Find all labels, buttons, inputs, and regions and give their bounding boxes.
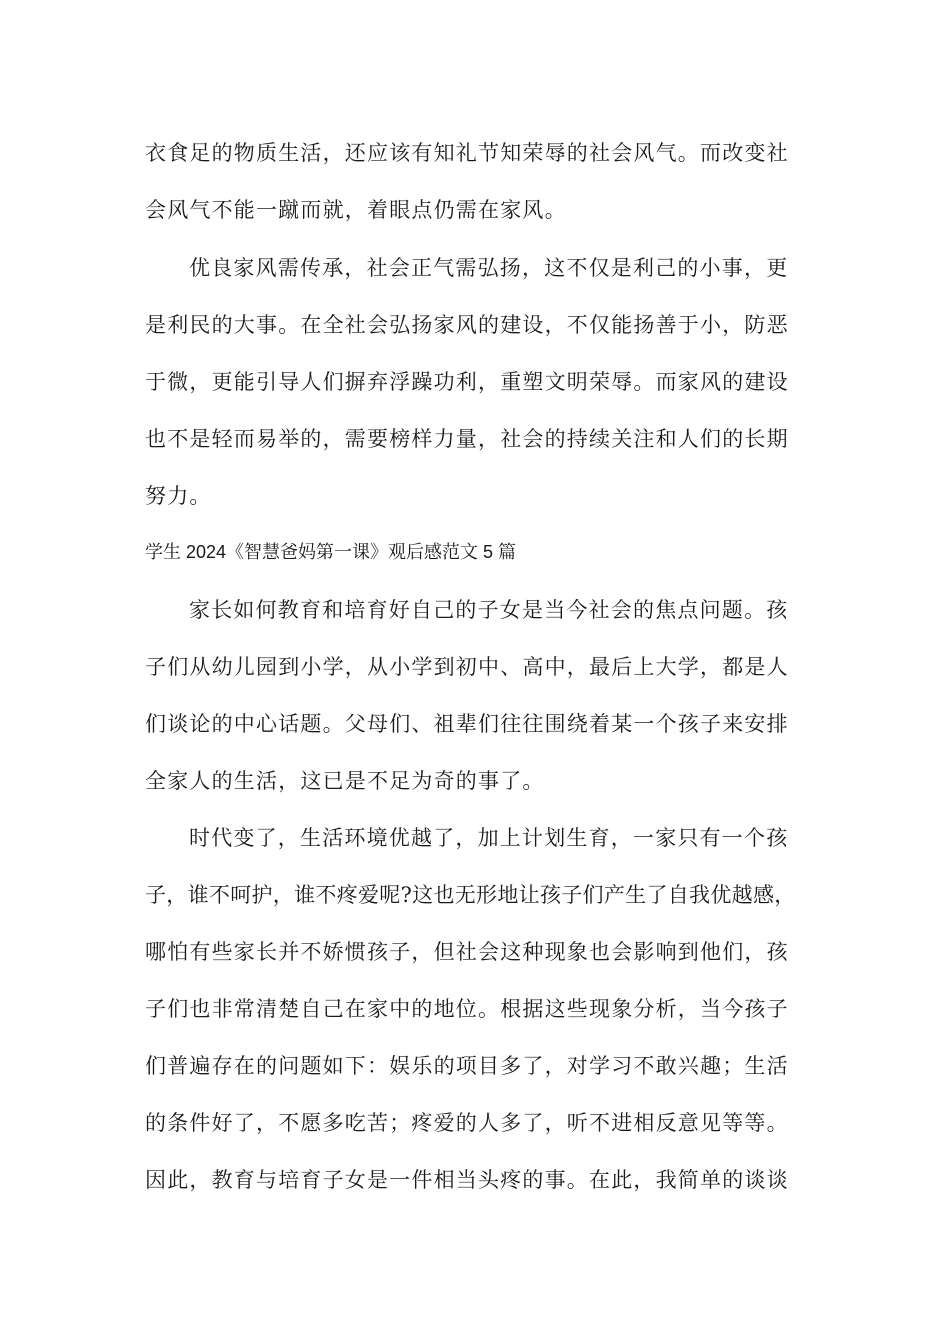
text-line: 于微，更能引导人们摒弃浮躁功利，重塑文明荣辱。而家风的建设 bbox=[145, 370, 789, 394]
paragraph-first-line: 时代变了，生活环境优越了，加上计划生育，一家只有一个孩 bbox=[189, 826, 789, 850]
text-line: 子们从幼儿园到小学，从小学到初中、高中，最后上大学，都是人 bbox=[145, 655, 789, 679]
text-line: 努力。 bbox=[145, 484, 212, 508]
text-line: 子们也非常清楚自己在家中的地位。根据这些现象分析，当今孩子 bbox=[145, 997, 789, 1021]
paragraph-first-line: 家长如何教育和培育好自己的子女是当今社会的焦点问题。孩 bbox=[189, 598, 789, 622]
text-line: 全家人的生活，这已是不足为奇的事了。 bbox=[145, 769, 545, 793]
text-line: 是利民的大事。在全社会弘扬家风的建设，不仅能扬善于小，防恶 bbox=[145, 313, 789, 337]
text-line: 们普遍存在的问题如下：娱乐的项目多了，对学习不敢兴趣；生活 bbox=[145, 1054, 789, 1078]
paragraph-first-line: 优良家风需传承，社会正气需弘扬，这不仅是利己的小事，更 bbox=[189, 256, 789, 280]
text-line: 也不是轻而易举的，需要榜样力量，社会的持续关注和人们的长期 bbox=[145, 427, 789, 451]
text-line: 哪怕有些家长并不娇惯孩子，但社会这种现象也会影响到他们，孩 bbox=[145, 940, 789, 964]
text-line: 们谈论的中心话题。父母们、祖辈们往往围绕着某一个孩子来安排 bbox=[145, 712, 789, 736]
text-line: 子，谁不呵护，谁不疼爱呢?这也无形地让孩子们产生了自我优越感， bbox=[145, 883, 796, 907]
text-line: 因此，教育与培育子女是一件相当头疼的事。在此，我简单的谈谈 bbox=[145, 1168, 789, 1192]
text-line: 衣食足的物质生活，还应该有知礼节知荣辱的社会风气。而改变社 bbox=[145, 141, 789, 165]
section-heading: 学生 2024《智慧爸妈第一课》观后感范文 5 篇 bbox=[145, 542, 517, 562]
text-line: 会风气不能一蹴而就，着眼点仍需在家风。 bbox=[145, 198, 567, 222]
text-line: 的条件好了，不愿多吃苦；疼爱的人多了，听不进相反意见等等。 bbox=[145, 1111, 789, 1135]
